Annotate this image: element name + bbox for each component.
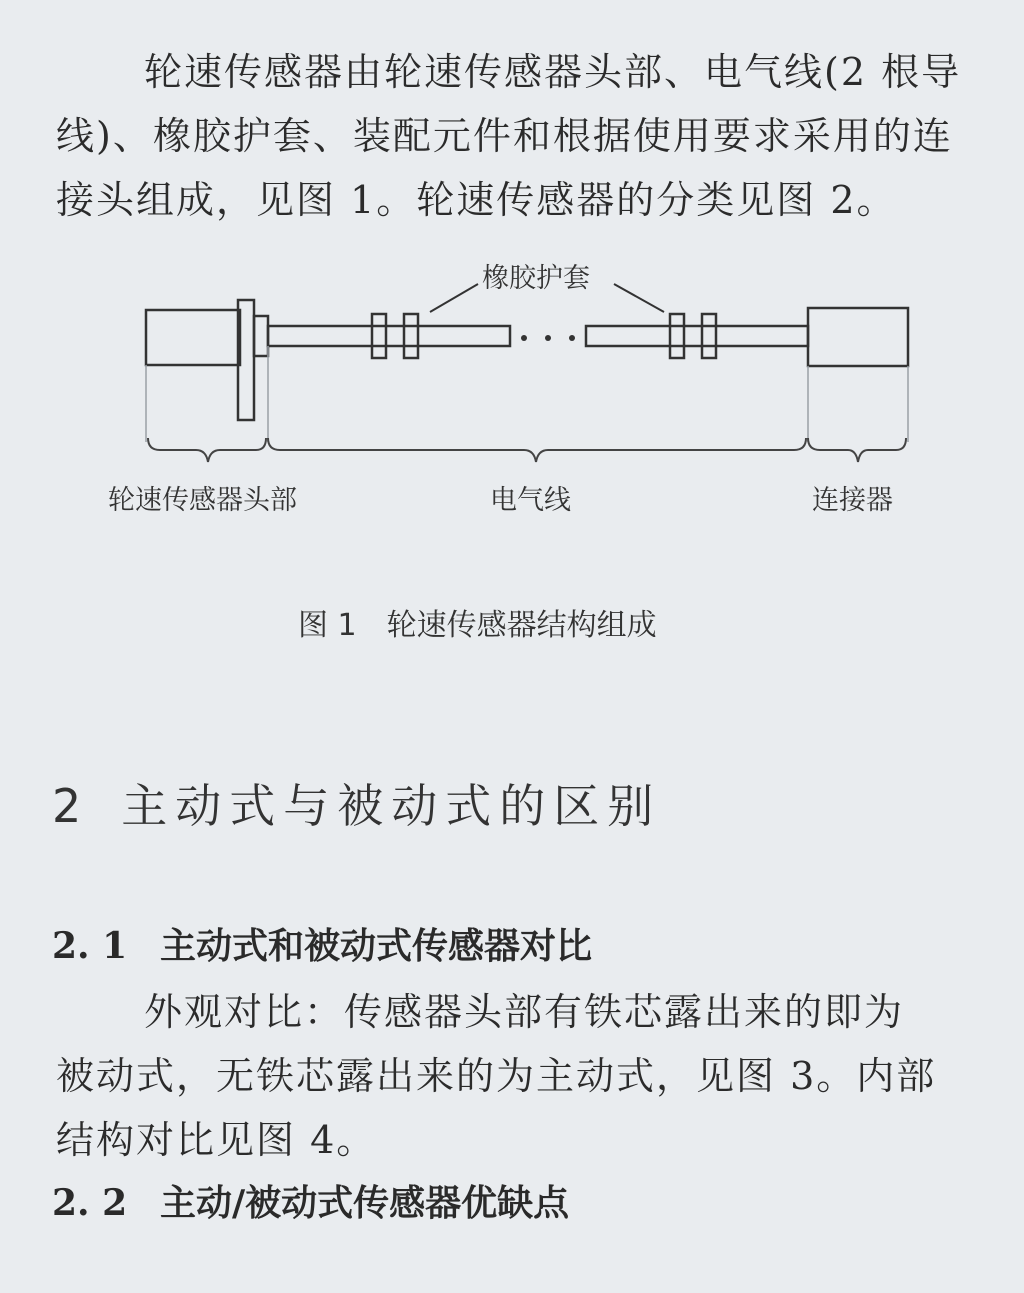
comparison-line-2: 被动式，无铁芯露出来的为主动式，见图 3。内部 <box>56 1054 937 1098</box>
rubber-grommet-right-a <box>670 314 684 358</box>
comparison-line-1: 外观对比：传感器头部有铁芯露出来的即为 <box>144 990 905 1034</box>
subsection-heading-2-1 <box>52 918 592 969</box>
cable-left <box>268 326 510 346</box>
subsection-heading-2-2 <box>52 1175 569 1226</box>
intro-paragraph <box>56 40 976 232</box>
subsection-number: 2. 2 <box>52 1182 128 1224</box>
intro-line-1: 轮速传感器由轮速传感器头部、电气线(2 根导 <box>144 50 962 94</box>
subsection-title: 主动式和被动式传感器对比 <box>160 926 593 967</box>
label-sensor-head: 轮速传感器头部 <box>108 485 297 516</box>
sensor-head-neck <box>254 316 268 356</box>
brace-connector <box>808 438 906 462</box>
section-title: 主动式与被动式的区别 <box>121 779 662 833</box>
brace-sensor-head <box>148 438 266 462</box>
comparison-paragraph <box>56 980 976 1172</box>
connector-body <box>808 308 908 366</box>
section-heading <box>52 770 661 836</box>
label-electric-wire: 电气线 <box>490 485 571 516</box>
figure-caption-number: 图 1 <box>298 608 357 643</box>
intro-line-2: 线)、橡胶护套、装配元件和根据使用要求采用的连 <box>56 114 953 158</box>
sensor-head-body <box>146 310 240 365</box>
intro-line-3: 接头组成，见图 1。轮速传感器的分类见图 2。 <box>56 178 897 222</box>
rubber-grommet-right-b <box>702 314 716 358</box>
comparison-line-3: 结构对比见图 4。 <box>56 1118 377 1162</box>
section-number: 2 <box>52 779 82 833</box>
label-rubber-sleeve: 橡胶护套 <box>482 263 590 294</box>
rubber-grommet-left-b <box>404 314 418 358</box>
subsection-number: 2. 1 <box>52 925 128 967</box>
figure-caption <box>298 600 657 644</box>
label-connector: 连接器 <box>812 485 893 516</box>
figure-caption-text: 轮速传感器结构组成 <box>386 608 657 643</box>
subsection-title: 主动/被动式传感器优缺点 <box>160 1183 570 1224</box>
rubber-grommet-left-a <box>372 314 386 358</box>
brace-wire <box>268 438 806 462</box>
cable-right <box>586 326 808 346</box>
sensor-structure-figure <box>100 250 960 530</box>
